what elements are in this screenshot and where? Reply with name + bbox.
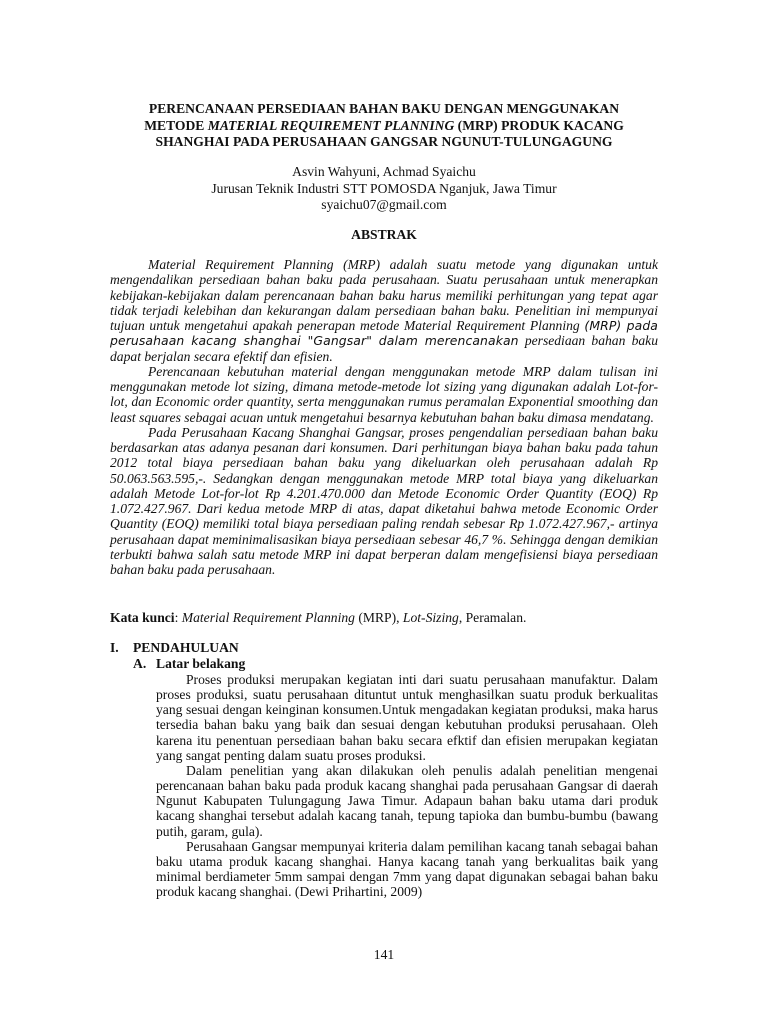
keywords-line [110, 610, 658, 626]
subsection-heading [133, 656, 658, 672]
author-email: syaichu07@gmail.com [321, 197, 447, 212]
section-number: I. [110, 640, 119, 655]
abstract-heading: ABSTRAK [351, 227, 417, 242]
keyword-mrp-suffix: (MRP), [354, 610, 403, 625]
abstract-p1-part-a: Material Requirement Planning (MRP) adalah suatu metode yang digunakan untuk mengendalikan persediaan bahan baku pada perusahaan. Suatu perusahaan untuk menerapkan kebijakan-kebijakan dalam perencanaan bahan baku harus memiliki perhitungan yang tepat agar tidak terjadi kelebihan dan kekurangan dalam persediaan bahan baku. Penelitian ini mempunyai tujuan untuk mengetahui apakah penerapan metode Material Requirement Planning [110, 257, 658, 333]
section-body [156, 672, 658, 899]
keyword-lot-sizing-suffix: , Peramalan. [458, 610, 527, 625]
paper-title [110, 101, 658, 151]
body-paragraph: Proses produksi merupakan kegiatan inti dari suatu perusahaan manufaktur. Dalam proses produksi, suatu perusahaan dituntut untuk menghasilkan suatu produk berkualitas yang sesuai dengan keinginan konsumen.Untuk mengadakan kegiatan produksi, maka harus tersedia bahan baku yang baik dan sesuai dengan kebutuhan produksi perusahaan. Oleh karena itu penentuan persediaan bahan baku secara efktif dan efisien merupakan kegiatan yang sangat penting dalam suatu proses produksi. [156, 672, 658, 763]
title-line-2 [110, 118, 658, 135]
title-line-2-post: (MRP) PRODUK KACANG [454, 117, 624, 133]
body-paragraph: Perusahaan Gangsar mempunyai kriteria dalam pemilihan kacang tanah sebagai bahan baku utama produk kacang shanghai. Hanya kacang tanah yang berkualitas baik yang minimal berdiameter 5mm sampai dengan 7mm yang dapat digunakan sebagai bahan baku produk kacang shanghai. (Dewi Prihartini, 2009) [156, 838, 658, 900]
keyword-mrp: Material Requirement Planning [181, 610, 355, 625]
abstract-body [110, 257, 658, 577]
abstract-paragraph [110, 257, 658, 364]
title-line-1: PERENCANAAN PERSEDIAAN BAHAN BAKU DENGAN MENGGUNAKAN [148, 101, 620, 116]
author-names: Asvin Wahyuni, Achmad Syaichu [292, 164, 476, 179]
title-line-2-emphasis: MATERIAL REQUIREMENT PLANNING [207, 117, 455, 133]
abstract-paragraph: Pada Perusahaan Kacang Shanghai Gangsar, proses pengendalian persediaan bahan baku berdasarkan atas adanya pesanan dari konsumen. Dari perhitungan biaya bahan baku pada tahun 2012 total biaya persediaan bahan baku yang dikeluarkan oleh perusahaan adalah Rp 50.063.563.595,-. Sedangkan dengan menggunakan metode MRP total biaya yang dikeluarkan adalah Metode Lot-for-lot Rp 4.201.470.000 dan Metode Economic Order Quantity (EOQ) Rp 1.072.427.967. Dari kedua metode MRP di atas, dapat diketahui bahwa metode Economic Order Quantity (EOQ) memiliki total biaya persediaan paling rendah sebesar Rp 1.072.427.967,- artinya perusahaan dapat meminimalisasikan biaya persediaan sebesar 46,7 %. Sehingga dengan demikian terbukti bahwa salah satu metode MRP ini dapat berperan dalam mengefisiensi biaya persediaan bahan baku pada perusahaan. [110, 424, 658, 577]
author-block [110, 164, 658, 214]
section-heading [110, 640, 658, 656]
abstract-p1-handwritten-style: (MRP) pada perusahaan kacang shanghai "Gangsar" dalam merencanakan [110, 318, 658, 349]
keywords-label: Kata kunci [110, 610, 175, 625]
title-line-2-pre: METODE [144, 117, 208, 133]
keywords-separator: : [174, 610, 182, 625]
title-line-3: SHANGHAI PADA PERUSAHAAN GANGSAR NGUNUT-TULUNGAGUNG [155, 134, 613, 149]
subsection-number: A. [133, 656, 147, 671]
keyword-lot-sizing: Lot-Sizing [402, 610, 459, 625]
page-number: 141 [373, 947, 395, 962]
section-title: PENDAHULUAN [133, 640, 239, 655]
abstract-p1-part-b: persediaan bahan baku dapat berjalan secara efektif dan efisien. [110, 333, 658, 364]
body-paragraph: Dalam penelitian yang akan dilakukan oleh penulis adalah penelitian mengenai perencanaan bahan baku pada produk kacang shanghai pada perusahaan Gangsar di daerah Ngunut Kabupaten Tulungagung Jawa Timur. Adapaun bahan baku utama dari produk kacang shanghai tersebut adalah kacang tanah, tepung tapioka dan bumbu-bumbu (bawang putih, garam, gula). [156, 762, 658, 839]
subsection-title: Latar belakang [156, 656, 246, 671]
abstract-paragraph: Perencanaan kebutuhan material dengan menggunakan metode MRP dalam tulisan ini menggunakan metode lot sizing, dimana metode-metode lot sizing yang digunakan adalah Lot-for-lot, dan Economic order quantity, serta menggunakan rumus peramalan Exponential smoothing dan least squares sebagai acuan untuk mengetahui besarnya kebutuhan bahan baku dimasa mendatang. [110, 363, 658, 425]
author-affiliation: Jurusan Teknik Industri STT POMOSDA Nganjuk, Jawa Timur [211, 180, 557, 196]
